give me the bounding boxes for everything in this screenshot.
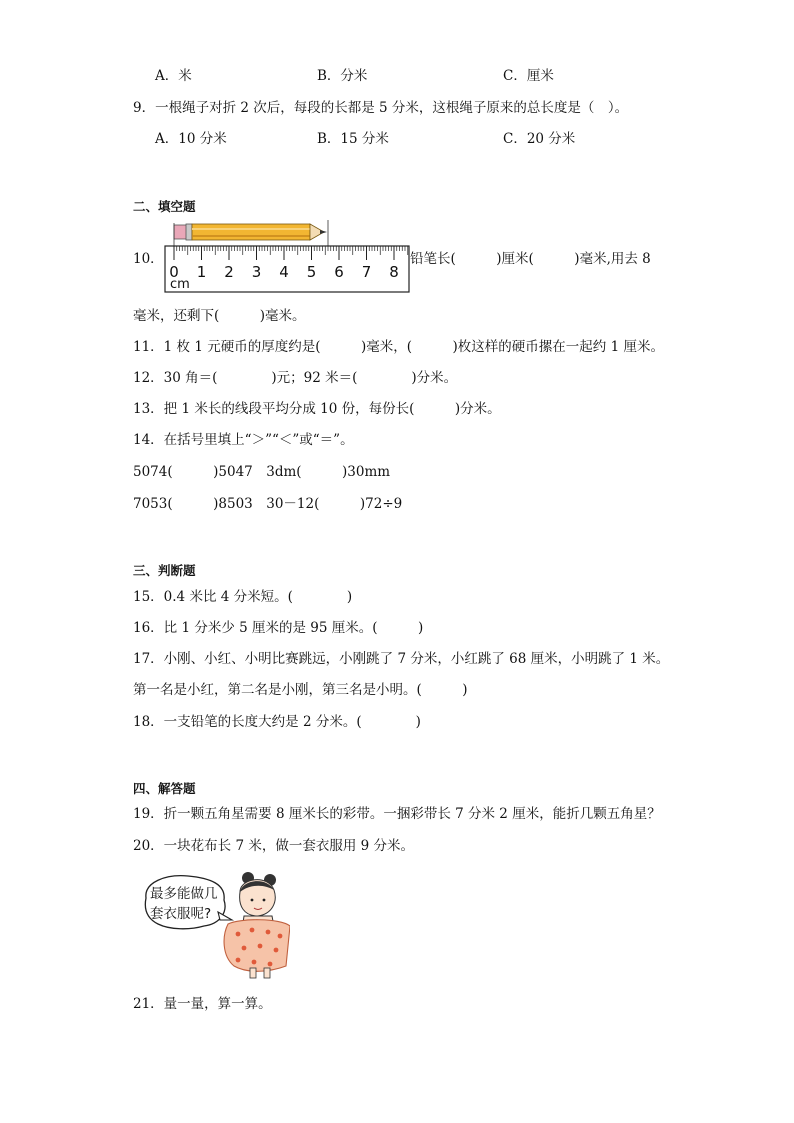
- girl-figure: [224, 872, 290, 978]
- q21-question: 21．量一量，算一算。: [133, 996, 272, 1012]
- q14-row-2: 7053( )8503 30－12( )72÷9: [133, 496, 403, 512]
- q9-option-a: A．10 分米: [155, 131, 227, 147]
- ruler-label: 5: [306, 263, 317, 281]
- ruler-label: 4: [279, 263, 289, 281]
- q8-option-b: B．分米: [317, 68, 368, 84]
- ruler-label: 0: [169, 263, 179, 281]
- section-title-judgement: 三、判断题: [133, 563, 196, 578]
- pencil-ruler-illustration: [164, 218, 410, 294]
- ruler-label: 7: [361, 263, 372, 281]
- pencil-icon: [174, 224, 327, 240]
- bubble-text-2: 套衣服呢?: [150, 906, 212, 922]
- q10-number: 10．: [133, 251, 164, 267]
- q15-question: 15．0.4 米比 4 分米短。( ): [133, 589, 353, 605]
- q16-question: 16．比 1 分米少 5 厘米的是 95 厘米。( ): [133, 620, 424, 636]
- bubble-text-1: 最多能做几: [150, 886, 218, 902]
- ruler-label: 6: [334, 263, 344, 281]
- ruler-labels: [169, 263, 399, 281]
- q9-option-b: B．15 分米: [317, 131, 389, 147]
- q9-question: 9．一根绳子对折 2 次后，每段的长都是 5 分米，这根绳子原来的总长度是（ ）。: [133, 100, 629, 116]
- q10-question: 铅笔长( )厘米( )毫米,用去 8: [410, 251, 651, 267]
- q9-option-c: C．20 分米: [503, 131, 576, 147]
- section-title-solutions: 四、解答题: [133, 781, 196, 796]
- q19-question: 19．折一颗五角星需要 8 厘米长的彩带。一捆彩带长 7 分米 2 厘米，能折几颗五角星？: [133, 806, 661, 822]
- girl-with-cloth-icon: [140, 868, 290, 980]
- q10-question-cont: 毫米，还剩下( )毫米。: [133, 308, 306, 324]
- ruler-label: 3: [251, 263, 262, 281]
- q12-question: 12．30 角＝( )元；92 米＝( )分米。: [133, 370, 458, 386]
- ruler-label: 2: [224, 263, 234, 281]
- speech-bubble: [145, 876, 232, 929]
- q18-question: 18．一支铅笔的长度大约是 2 分米。( ): [133, 714, 421, 730]
- q17-question-cont: 第一名是小红，第二名是小刚，第三名是小明。( ): [133, 682, 468, 698]
- q13-question: 13．把 1 米长的线段平均分成 10 份，每份长( )分米。: [133, 401, 501, 417]
- q14-row-1: 5074( )5047 3dm( )30mm: [133, 464, 391, 480]
- q17-question: 17．小刚、小红、小明比赛跳远，小刚跳了 7 分米，小红跳了 68 厘米，小明跳了 1 米。: [133, 651, 670, 667]
- q11-question: 11．1 枚 1 元硬币的厚度约是( )毫米，( )枚这样的硬币摞在一起约 1 厘米。: [133, 339, 664, 355]
- ruler-label: 1: [196, 263, 207, 281]
- girl-illustration: [140, 868, 290, 980]
- q20-question: 20．一块花布长 7 米，做一套衣服用 9 分米。: [133, 838, 415, 854]
- q14-question: 14．在括号里填上“＞”“＜”或“＝”。: [133, 432, 354, 448]
- ruler-figure: [164, 218, 410, 294]
- section-title-fill-in: 二、填空题: [133, 199, 196, 214]
- q8-option-a: A．米: [155, 68, 192, 84]
- ruler-label: 8: [389, 263, 399, 281]
- q8-option-c: C．厘米: [503, 68, 554, 84]
- flower-cloth-icon: [224, 920, 290, 972]
- ruler-unit: cm: [170, 277, 190, 292]
